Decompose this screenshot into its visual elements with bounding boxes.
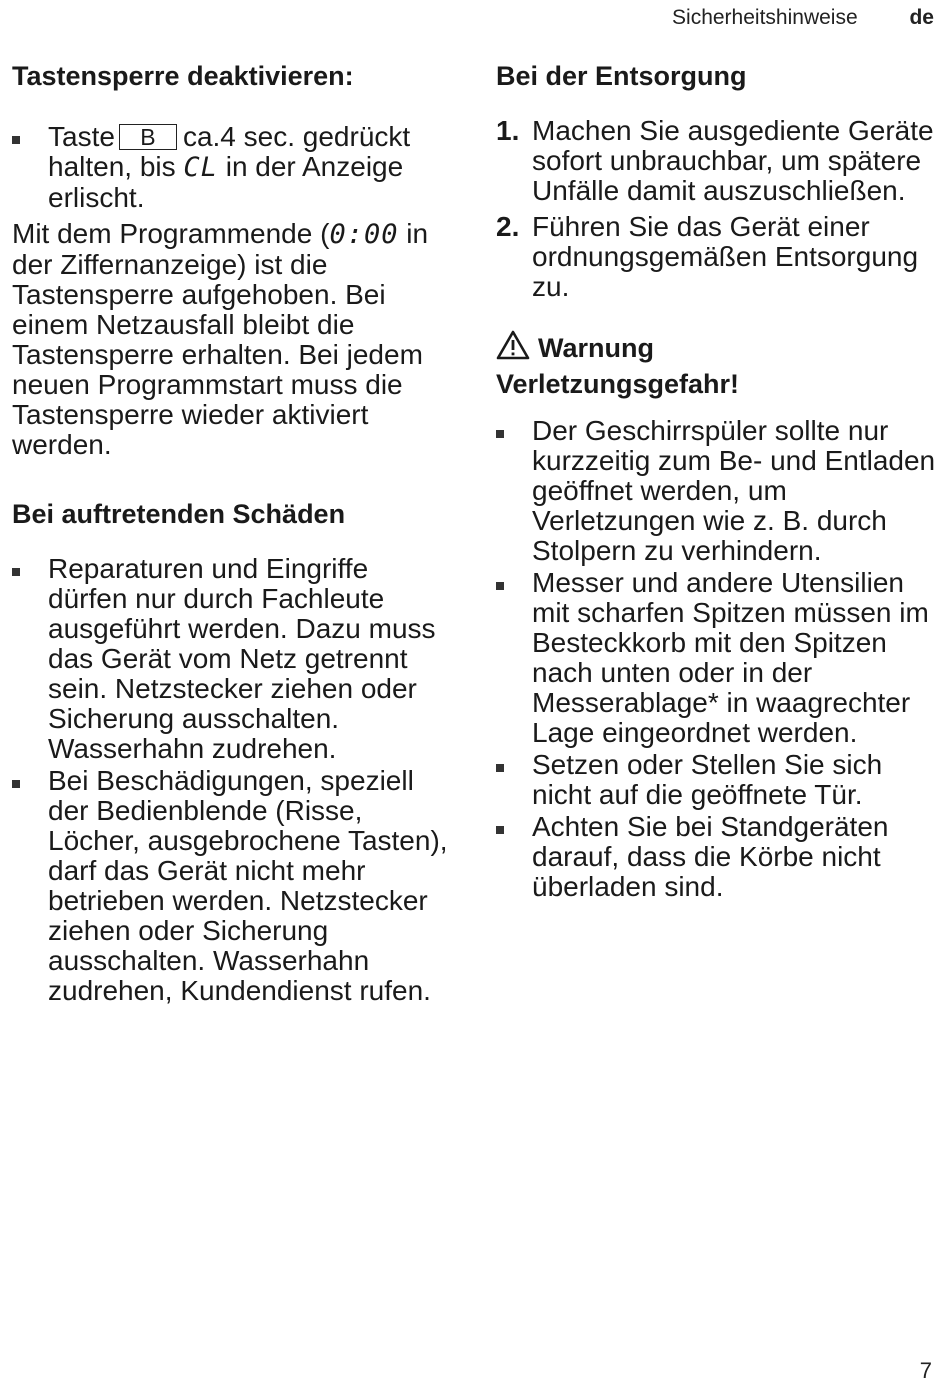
lock-bullet-mid: ca.4 sec. gedrückt halten, bis: [48, 121, 411, 182]
lock-paragraph: [12, 219, 452, 460]
warning-list: [496, 416, 936, 902]
lock-bullet-post: in der Anzeige erlischt.: [48, 151, 404, 213]
square-bullet-icon: [12, 568, 20, 576]
damage-item-text: Bei Beschädigungen, speziell der Bedienblende (Risse, Löcher, ausgebrochene Tasten), darf das Gerät nicht mehr betrieben werden. Netzstecker ziehen oder Sicherung ausschalten. Wasserhahn zudrehen, Kundendienst rufen.: [48, 765, 448, 1006]
display-cl-symbol: CL: [183, 152, 218, 183]
list-item: [496, 568, 936, 748]
left-column: [12, 58, 452, 1008]
warning-label: Warnung: [538, 333, 654, 363]
list-item: [12, 554, 452, 764]
damage-list: [12, 554, 452, 1006]
lock-bullet-pre: Taste: [48, 121, 115, 152]
square-bullet-icon: [496, 826, 504, 834]
header-section-title: Sicherheitshinweise: [672, 6, 858, 29]
damage-item-text: Reparaturen und Eingriffe dürfen nur durch Fachleute ausgeführt werden. Dazu muss das Gerät vom Netz getrennt sein. Netzstecker ziehen oder Sicherung ausschalten. Wasserhahn zudrehen.: [48, 553, 436, 764]
damage-heading: Bei auftretenden Schäden: [12, 499, 346, 529]
square-bullet-icon: [496, 430, 504, 438]
square-bullet-icon: [496, 582, 504, 590]
page-number: 7: [919, 1358, 932, 1383]
right-column: [496, 58, 936, 904]
list-item: [496, 212, 936, 302]
key-b-symbol: B: [119, 124, 177, 150]
warning-triangle-icon: [496, 330, 530, 360]
list-item: [496, 116, 936, 206]
list-item: [12, 122, 452, 213]
step-text: Machen Sie ausgediente Geräte sofort unbrauchbar, um spätere Unfälle damit auszuschließen.: [532, 115, 934, 206]
header-language: de: [909, 6, 934, 29]
lock-para-pre: Mit dem Programmende (: [12, 218, 330, 249]
warning-item-text: Achten Sie bei Standgeräten darauf, dass die Körbe nicht überladen sind.: [532, 811, 889, 902]
square-bullet-icon: [12, 136, 20, 144]
step-text: Führen Sie das Gerät einer ordnungsgemäßen Entsorgung zu.: [532, 211, 919, 302]
square-bullet-icon: [496, 764, 504, 772]
warning-item-text: Setzen oder Stellen Sie sich nicht auf die geöffnete Tür.: [532, 749, 883, 810]
list-item: [496, 416, 936, 566]
list-item: [496, 812, 936, 902]
lock-bullet-list: [12, 122, 452, 213]
disposal-heading: Bei der Entsorgung: [496, 61, 747, 91]
lock-para-post: in der Ziffernanzeige) ist die Tastensperre aufgehoben. Bei einem Netzausfall bleibt die Tastensperre erhalten. Bei jedem neuen Programmstart muss die Tastensperre wieder aktiviert werden.: [12, 218, 429, 460]
page-header: [672, 6, 934, 30]
square-bullet-icon: [12, 780, 20, 788]
warning-heading: [496, 330, 936, 366]
warning-item-text: Der Geschirrspüler sollte nur kurzzeitig zum Be- und Entladen geöffnet werden, um Verletzungen wie z. B. durch Stolpern zu verhindern.: [532, 415, 936, 566]
disposal-steps: [496, 116, 936, 302]
step-number: 2.: [496, 211, 520, 242]
display-zero-symbol: 0:00: [329, 219, 399, 250]
warning-item-text: Messer und andere Utensilien mit scharfen Spitzen müssen im Besteckkorb mit den Spitzen nach unten oder in der Messerablage* in waagrechter Lage eingeordnet werden.: [532, 567, 929, 748]
list-item: [12, 766, 452, 1006]
lock-heading: Tastensperre deaktivieren:: [12, 61, 354, 91]
list-item: [496, 750, 936, 810]
warning-title: Verletzungsgefahr!: [496, 369, 740, 399]
step-number: 1.: [496, 115, 520, 146]
